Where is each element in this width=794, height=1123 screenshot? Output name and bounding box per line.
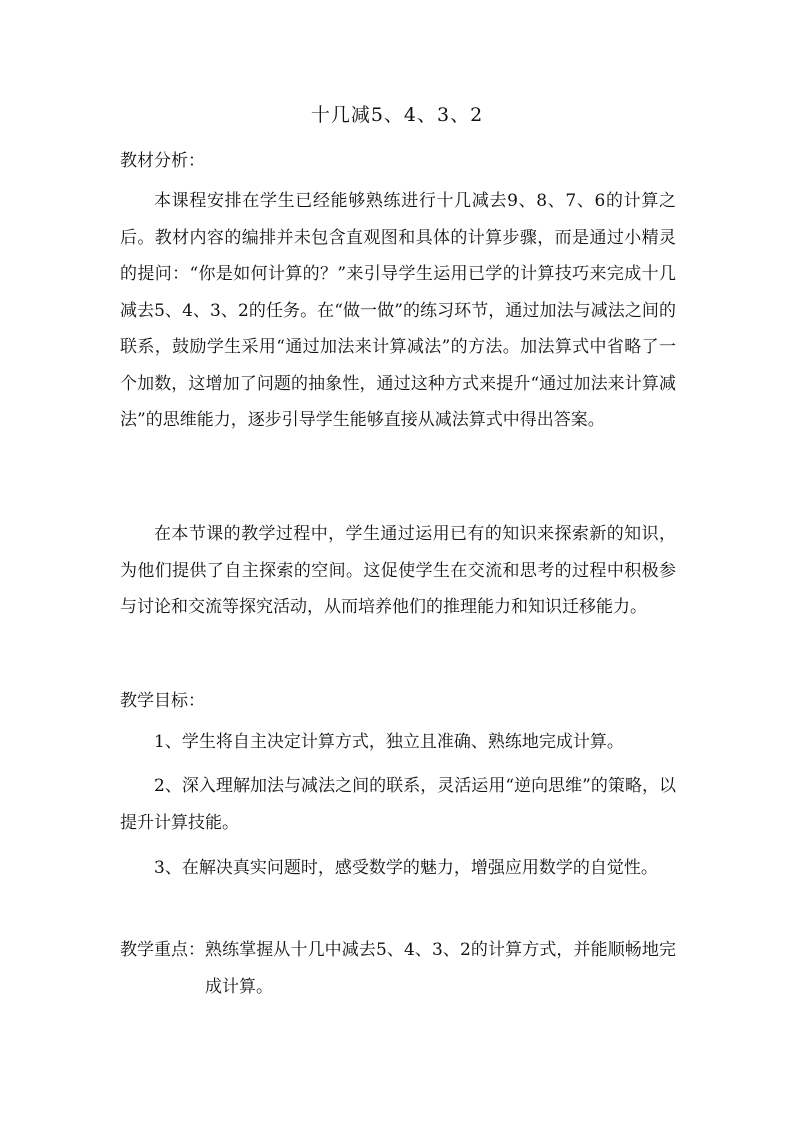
analysis-paragraph-1: 本课程安排在学生已经能够熟练进行十几减去9、8、7、6的计算之后。教材内容的编排并未包含直观图和具体的计算步骤，而是通过小精灵的提问：“你是如何计算的？”来引导学生运用已学的计算技巧来完成十几减去5、4、3、2的任务。在“做一做”的练习环节，通过加法与减法之间的联系，鼓励学生采用“通过加法来计算减法”的方法。加法算式中省略了一个加数，这增加了问题的抽象性，通过这种方式来提升“通过加法来计算减法”的思维能力，逐步引导学生能够直接从减法算式中得出答案。 — [120, 191, 676, 430]
document-title: 十几减5、4、3、2 — [310, 104, 484, 126]
analysis-heading: 教材分析： — [120, 151, 205, 171]
goal-item-1: 1、学生将自主决定计算方式，独立且准确、熟练地完成计算。 — [154, 732, 624, 752]
key-points-heading: 教学重点： — [120, 940, 205, 960]
goal-item-2: 2、深入理解加法与减法之间的联系，灵活运用“逆向思维”的策略，以提升计算技能。 — [120, 776, 676, 833]
analysis-paragraph-2: 在本节课的教学过程中，学生通过运用已有的知识来探索新的知识，为他们提供了自主探索的空间。这促使学生在交流和思考的过程中积极参与讨论和交流等探究活动，从而培养他们的推理能力和知识迁移能力。 — [120, 524, 676, 617]
goal-item-3: 3、在解决真实问题时，感受数学的魅力，增强应用数学的自觉性。 — [154, 858, 658, 878]
goals-heading: 教学目标： — [120, 691, 205, 711]
key-points-text: 熟练掌握从十几中减去5、4、3、2的计算方式，并能顺畅地完成计算。 — [205, 940, 676, 997]
